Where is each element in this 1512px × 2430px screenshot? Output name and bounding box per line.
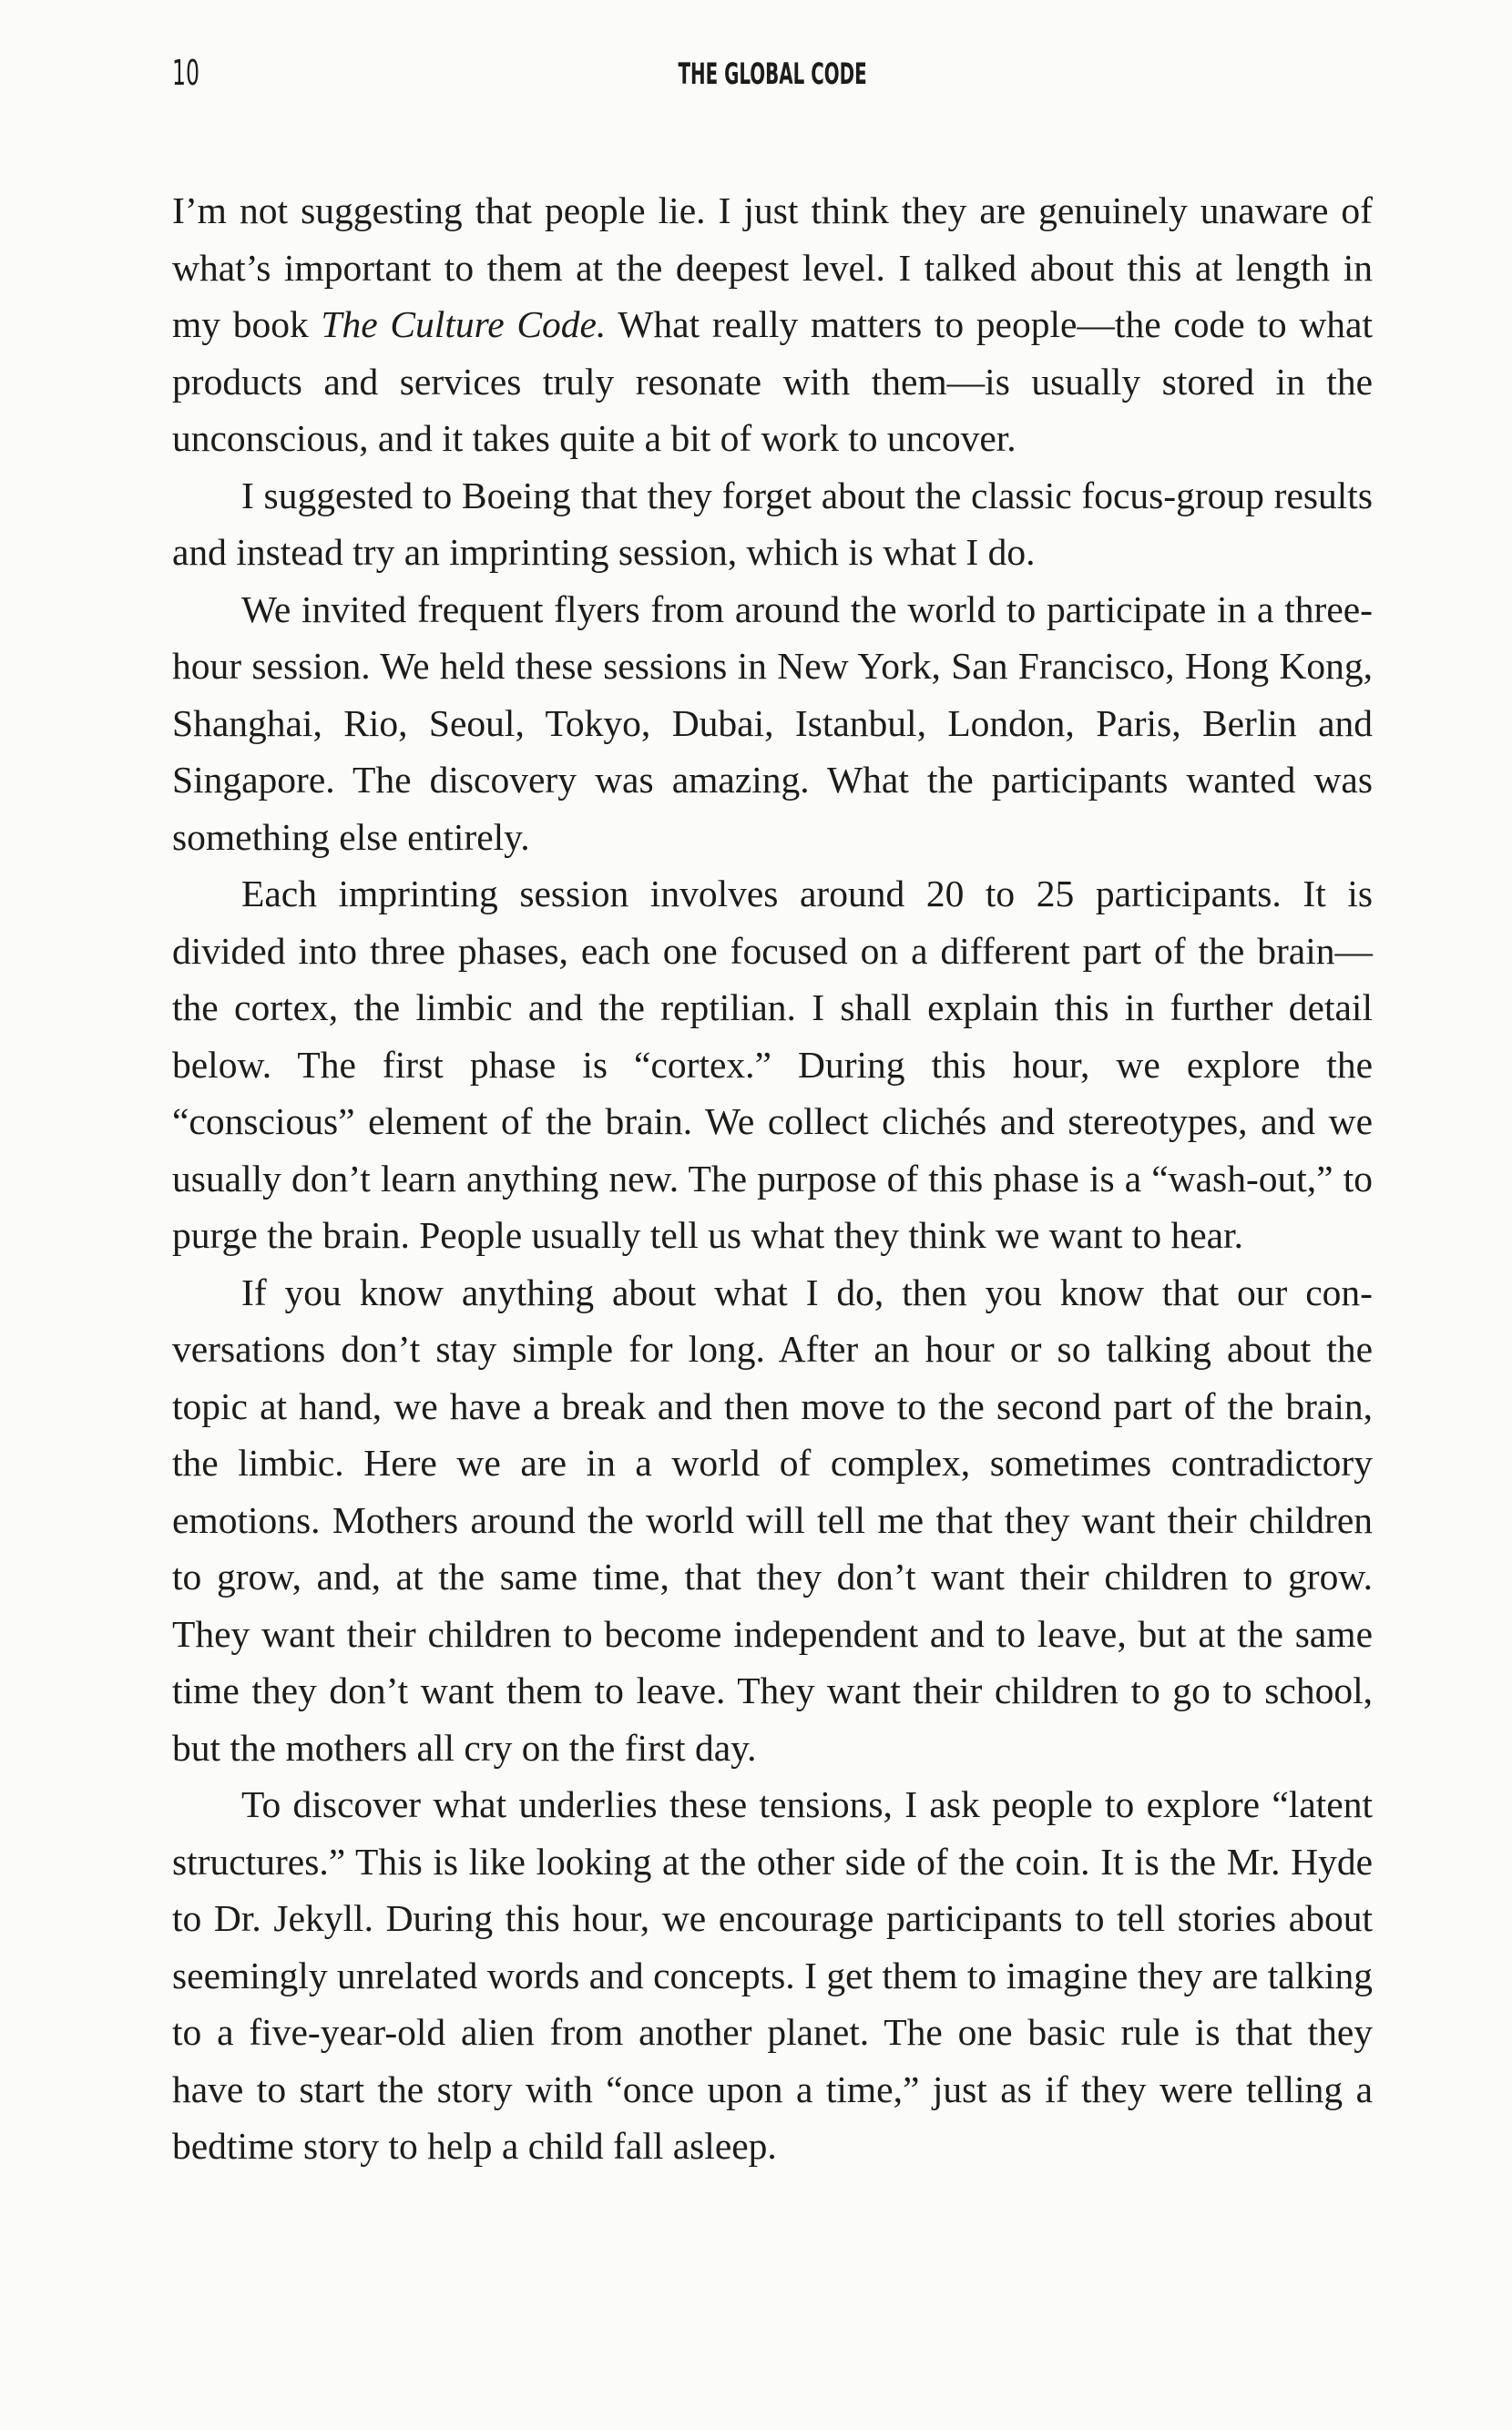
paragraph-1 (172, 182, 1373, 467)
paragraph-4: Each imprinting session involves around 20 to 25 participants. It is divided into three phases, each one focused on a different part of the brain—the cortex, the limbic and the reptilian. I shall explain this in further detail below. The first phase is “cortex.” During this hour, we explore the “conscious” element of the brain. We collect clichés and stereotypes, and we usually don’t learn anything new. The purpose of this phase is a “wash-out,” to purge the brain. People usually tell us what they think we want to hear. (172, 873, 1373, 1256)
book-title-italic: The Culture Code. (321, 303, 607, 345)
paragraph-5: If you know anything about what I do, then you know that our conversations don’t stay simple for long. After an hour or so talking about the topic at hand, we have a break and then move to the second part of the brain, the limbic. Here we are in a world of complex, sometimes contradictory emotions. Mothers around the world will tell me that they want their children to grow, and, at the same time, that they don’t want their children to grow. They want their children to become independent and to leave, but at the same time they don’t want them to leave. They want their children to go to school, but the mothers all cry on the first day. (172, 1271, 1373, 1769)
paragraph-6: To discover what underlies these tensions, I ask people to explore “latent structures.” This is like looking at the other side of the coin. It is the Mr. Hyde to Dr. Jekyll. During this hour, we encourage participants to tell stories about seemingly unrelated words and concepts. I get them to imagine they are talking to a five-year-old alien from another planet. The one basic rule is that they have to start the story with “once upon a time,” just as if they were telling a bedtime story to help a child fall asleep. (172, 1783, 1373, 2167)
paragraph-3: We invited frequent flyers from around the world to participate in a three-hour session. We held these sessions in New York, San Francisco, Hong Kong, Shanghai, Rio, Seoul, Tokyo, Dubai, Istanbul, London, Paris, Berlin and Singapore. The discovery was amazing. What the participants wanted was something else entirely. (172, 587, 1373, 858)
body-text (172, 182, 1373, 2175)
paragraph-2: I suggested to Boeing that they forget about the classic focus-group results and instead try an imprinting session, which is what I do. (172, 474, 1373, 573)
running-head (172, 56, 1373, 91)
paragraph-1-after: What really matters to people—the code to what products and services truly resonate with them—is usually stored in the unconscious, and it takes quite a bit of work to uncover. (172, 303, 1373, 459)
page-number: 10 (172, 53, 199, 93)
page-header (172, 53, 1373, 98)
paragraph-1-before: I’m not suggesting that people lie. I just think they are genuinely unaware of what’s important to them at the deepest level. I talked about this at length in my book (172, 189, 1373, 345)
running-head-text: THE GLOBAL CODE (678, 56, 867, 91)
